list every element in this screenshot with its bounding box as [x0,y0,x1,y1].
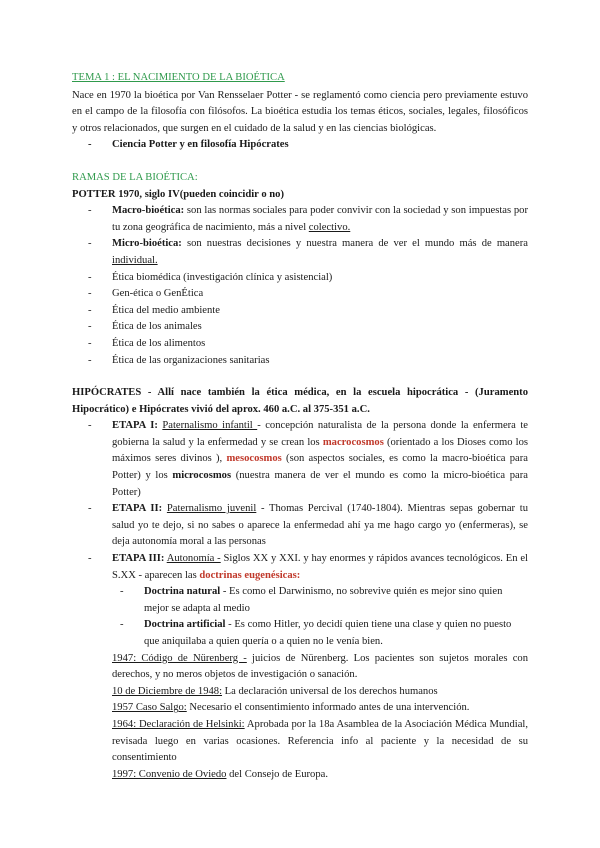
tema-bullets [72,137,528,154]
etapa-text: - concepción naturalista de la persona donde la enfermera te gobierna la salud y la enfermedad y se crean los [112,420,529,448]
doctrina-text: - Es como Hitler, yo decidí quien tiene una clase y quien no puesto que aniquilaba a quien quería o a quien no le venía bien. [144,619,512,647]
micro-text: son nuestras decisiones y nuestra manera de ver el mundo más de manera [181,238,528,250]
list-item: - Ética del medio ambiente [72,303,528,320]
potter-heading: POTTER 1970, siglo IV(pueden coincidir o no) [72,188,284,200]
etapa-1-item [72,418,528,501]
doctrina-term: Doctrina artificial [144,619,226,631]
event-text: Aprobada por la 18a Asamblea de la Asociación Médica Mundial, revisada luego en varias ocasiones. Referencia info al paciente y la necesidad de su consentimiento [112,718,528,764]
event-text: Necesario el consentimiento informado antes de una intervención. [186,702,470,714]
doctrina-text: - Es como el Darwinismo, no sobrevive quién es mejor sino quien mejor se adapta al medio [144,586,503,614]
etapa-term: Paternalismo infantil [162,420,258,432]
ramas-title: RAMAS DE LA BIOÉTICA: [72,171,198,183]
etapa-label: ETAPA III: [112,553,165,565]
etapa-text: (son aspectos sociales, es como la macro-bioética para Potter) y los [112,453,528,482]
event-title: 1964: Declaración de Helsinki: [112,718,245,730]
mesocosmos-term: mesocosmos [226,453,282,465]
intro-paragraph: Nace en 1970 la bioética por Van Rensselaer Potter - se reglamentó como ciencia pero previamente estuvo en el campo de la filosofía con filósofos. La bioética estudia los temas éticos, sociales, legales, filosóficos y otros relacionados, que surgen en el cuidado de la salud y en las ciencias biológicas. [72,89,528,134]
event-item [72,651,528,684]
event-title: 1957 Caso Salgo: [112,702,187,714]
event-item [72,700,528,717]
doctrina-artificial-item [72,617,528,650]
etapa-label: ETAPA I: [112,420,158,432]
list-item: - Ética de los animales [72,319,528,336]
document-body [72,70,528,783]
event-title: 10 de Diciembre de 1948: [112,685,223,697]
macro-term: Macro-bioética: [112,205,185,217]
etapa-term: Paternalismo juvenil [166,503,257,515]
event-item [72,684,528,701]
etapa-term: Autonomía - [166,553,221,565]
macro-link: colectivo. [308,221,351,233]
event-text: juicios de Nürenberg. Los pacientes son sujetos morales con derechos, y no meros objetos de investigación o sanación. [112,652,528,681]
micro-bioetica-item [72,236,528,269]
doctrinas-list [72,584,528,650]
event-text: La declaración universal de los derechos humanos [222,685,438,697]
doctrinas-term: doctrinas eugenésicas: [199,569,301,581]
event-title: 1997: Convenio de Oviedo [112,768,227,780]
doctrina-term: Doctrina natural [144,586,221,598]
event-text: del Consejo de Europa. [226,768,328,780]
list-item: - Gen-ética o GenÉtica [72,286,528,303]
etapa-label: ETAPA II: [112,503,163,515]
tema-title: TEMA 1 : EL NACIMIENTO DE LA BIOÉTICA [72,72,285,83]
list-item: - Ética de los alimentos [72,336,528,353]
microcosmos-term: microcosmos [172,470,232,482]
event-item [72,767,528,784]
list-item: - Ética biomédica (investigación clínica y asistencial) [72,270,528,287]
etapa-3-item [72,551,528,584]
event-title: 1947: Código de Nürenberg - [112,652,247,664]
hipocrates-heading [72,385,528,418]
etapa-2-item [72,501,528,551]
hipocrates-lead: HIPÓCRATES [72,387,142,399]
events-block [72,651,528,784]
ramas-list [72,203,528,369]
micro-term: Micro-bioética: [112,238,182,250]
list-item: - Ciencia Potter y en filosofía Hipócrates [72,137,528,154]
etapa-text: - Thomas Percival (1740-1804). Mientras sepas gobernar tu salud yo te dejo, si no sabes o aparece la enfermedad ahí ya me hago cargo yo (enfermeras), se deja autonomía moral a las personas [112,503,529,548]
etapas-list [72,418,528,584]
event-item [72,717,528,767]
doctrina-natural-item [72,584,528,617]
macrocosmos-term: macrocosmos [322,436,384,448]
hipocrates-rest: - Allí nace también la ética médica, en la escuela hipocrática - (Juramento Hipocrático) e Hipócrates vivió del aprox. 460 a.C. al 375-351 a.C. [72,387,528,415]
macro-bioetica-item [72,203,528,236]
etapa-text: Siglos XX y XXI. y hay enormes y rápidos avances tecnológicos. En el S.XX - aparecen las [112,553,528,581]
macro-text: son las normas sociales para poder convivir con la sociedad y son impuestas por tu zona geográfica de nacimiento, más a nivel [112,205,528,233]
micro-link: individual. [112,254,158,266]
etapa-text: (nuestra manera de ver el mundo es como la micro-bioética para Potter) [112,470,528,498]
etapa-text: (orientado a los Dioses como los máximos seres divinos ), [112,436,529,465]
list-item: - Ética de las organizaciones sanitarias [72,353,528,370]
